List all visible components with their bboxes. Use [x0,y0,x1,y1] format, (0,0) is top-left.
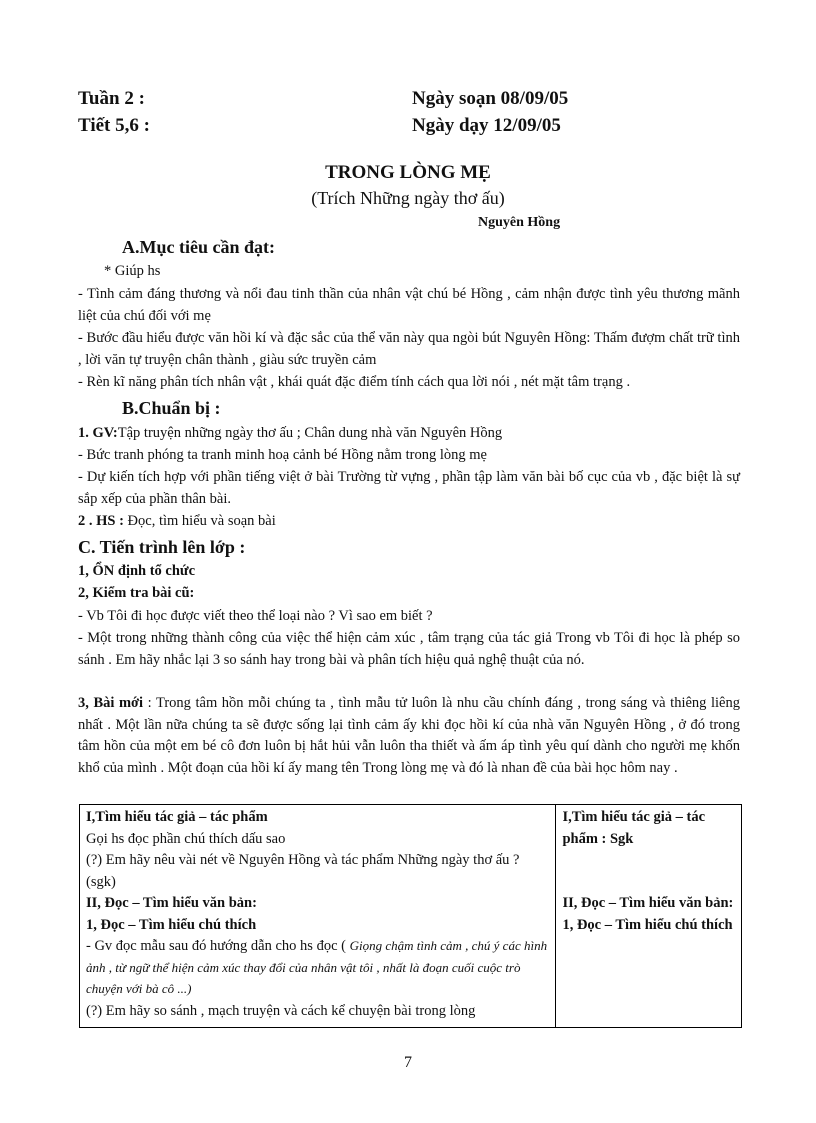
part-2-heading: II, Đọc – Tìm hiểu văn bản: [86,895,257,911]
activities-column [80,805,556,1028]
activity-question: (?) Em hãy so sánh , mạch truyện và cách kể chuyện bài trong lòng [86,1002,476,1019]
author-name: Nguyên Hồng [478,215,561,230]
section-b-item: - Dự kiến tích hợp với phần tiếng việt ở bài Trường từ vựng , phần tập làm văn bài bố cục của vb , đặc biệt là sự sắp xếp của phần thân bài. [78,469,740,507]
content-column [556,805,742,1028]
activity-question: (?) Em hãy nêu vài nét về Nguyên Hồng và tác phẩm Những ngày thơ ấu ? (sgk) [86,852,520,890]
page-number: 7 [404,1054,412,1071]
reading-guide-text: - Gv đọc mẫu sau đó hướng dẫn cho hs đọc ( [86,938,350,954]
section-a-item: - Bước đầu hiểu được văn hồi kí và đặc sắc của thể văn này qua ngòi bút Nguyên Hồng: Thấm đượm chất trữ tình , lời văn tự truyện chân thành , giàu sức truyền cảm [78,330,740,368]
teach-date: Ngày dạy 12/09/05 [412,115,561,136]
section-b-heading: B.Chuẩn bị : [122,398,221,418]
section-a-item: - Rèn kĩ năng phân tích nhân vật , khái quát đặc điểm tính cách qua lời nói , nét mặt tâm trạng . [78,374,631,390]
gv-label: 1. GV: [78,425,118,441]
lesson-table [79,804,742,1028]
reading-guide-italic: Giọng chậm tình cảm , chú ý các hình ảnh , từ ngữ thể hiện cảm xúc thay đổi của nhân vật tôi , nhất là đoạn cuối cuộc trò chuyện với bà cô ...) [86,938,548,996]
section-b-item: - Bức tranh phóng ta tranh minh hoạ cảnh bé Hồng nằm trong lòng mẹ [78,447,487,463]
step-3 [78,693,740,779]
section-a-item: - Tình cảm đáng thương và nổi đau tinh thần của nhân vật chú bé Hồng , cảm nhận được tình yêu thương mãnh liệt của chú đối với mẹ [78,286,740,324]
section-b-hs [78,511,740,533]
spacer [562,850,735,893]
content-part-1: I,Tìm hiểu tác giả – tác phẩm : Sgk [562,809,706,847]
document-subtitle: (Trích Những ngày thơ ấu) [311,188,505,208]
gv-text: Tập truyện những ngày thơ ấu ; Chân dung nhà văn Nguyên Hồng [117,425,503,441]
activity-line: Gọi hs đọc phần chú thích dấu sao [86,830,286,847]
week-label: Tuần 2 : [78,88,145,109]
section-c-heading: C. Tiến trình lên lớp : [78,537,246,557]
prep-date: Ngày soạn 08/09/05 [412,88,569,109]
hs-text: Đọc, tìm hiểu và soạn bài [123,513,276,529]
section-a-heading: A.Mục tiêu cần đạt: [122,237,275,257]
section-b-gv [78,423,740,445]
content-part-2: II, Đọc – Tìm hiểu văn bản: [562,895,734,911]
document-title: TRONG LÒNG MẸ [325,162,491,183]
reading-guide [86,936,549,1001]
step-1: 1, ỔN định tổ chức [78,563,196,579]
section-a-intro: * Giúp hs [104,263,161,279]
step-3-label: 3, Bài mới [78,695,144,711]
lesson-label: Tiết 5,6 : [78,115,150,136]
check-item: - Một trong những thành công của việc thể hiện cảm xúc , tâm trạng của tác giả Trong vb Tôi đi học là phép so sánh . Em hãy nhắc lại 3 so sánh hay trong bài và phân tích hiệu quả nghệ thuật của nó. [78,630,740,668]
content-part-2-sub: 1, Đọc – Tìm hiểu chú thích [562,916,733,933]
hs-label: 2 . HS : [78,513,124,529]
part-1-heading: I,Tìm hiểu tác giả – tác phẩm [86,809,268,825]
step-2: 2, Kiểm tra bài cũ: [78,585,195,601]
part-2-sub-heading: 1, Đọc – Tìm hiểu chú thích [86,916,257,933]
step-3-text: : Trong tâm hồn mỗi chúng ta , tình mẫu tử luôn là nhu cầu chính đáng , trong sáng và thiêng liêng nhất . Một lần nữa chúng ta sẽ được sống lại tình cảm ấy khi đọc hồi kí của nhà văn Nguyên Hồng , ở đó trong tâm hồn của một em bé cô đơn luôn bị hắt hủi vẫn luôn tha thiết và ấm áp tình yêu quí dành cho người mẹ khốn khổ của mình . Một đoạn của hồi kí ấy mang tên Trong lòng mẹ và đó là nhan đề của bài học hôm nay . [78,695,740,776]
check-item: - Vb Tôi đi học được viết theo thể loại nào ? Vì sao em biết ? [78,608,433,624]
